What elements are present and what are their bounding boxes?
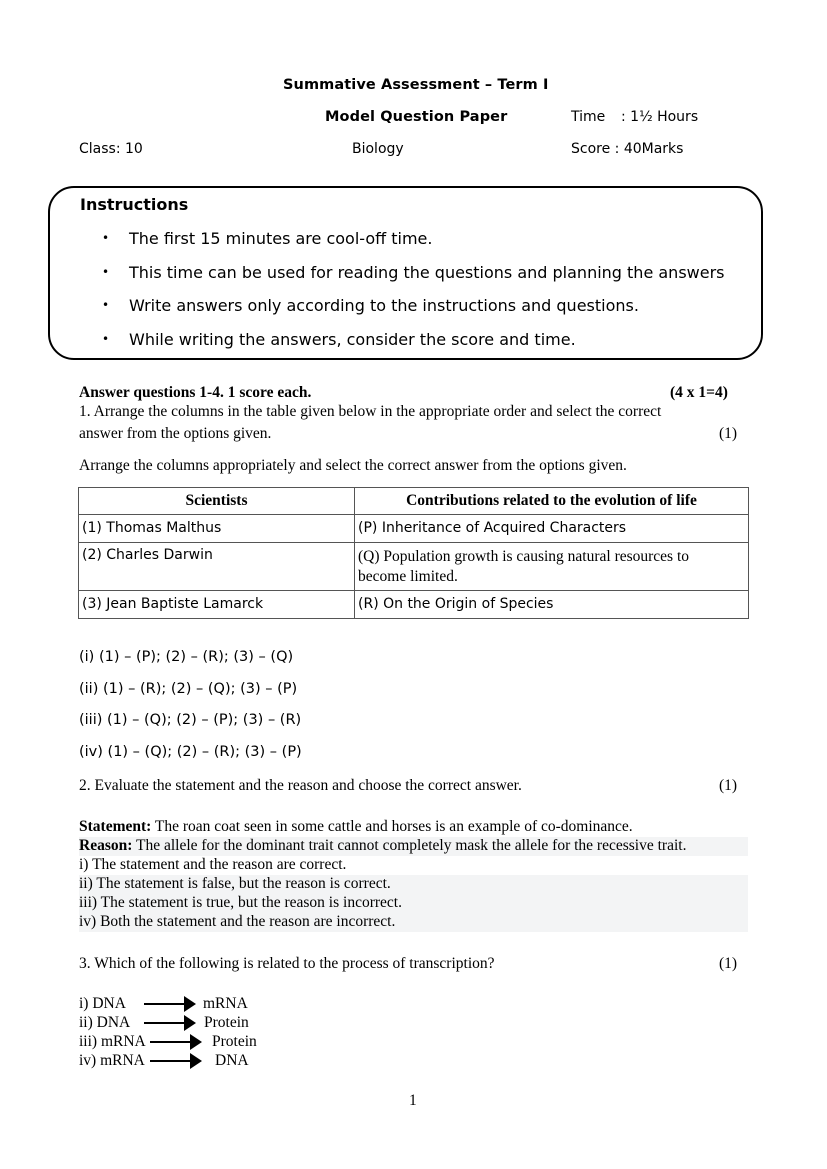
reason-line [79, 837, 686, 855]
page-number: 1 [409, 1092, 417, 1109]
right-arrow-icon [150, 1034, 202, 1050]
question-2-option: ii) The statement is false, but the reason is correct. [79, 875, 391, 892]
question-2-text: 2. Evaluate the statement and the reason and choose the correct answer. [79, 777, 522, 794]
question-1-option: (i) (1) – (P); (2) – (R); (3) – (Q) [79, 649, 294, 665]
class-label: Class: 10 [79, 141, 143, 157]
question-1-instruction: Arrange the columns appropriately and select the correct answer from the options given. [79, 457, 627, 474]
question-1-mark: (1) [719, 425, 738, 442]
question-3-text: 3. Which of the following is related to the process of transcription? [79, 955, 495, 972]
question-1-option: (iii) (1) – (Q); (2) – (P); (3) – (R) [79, 712, 302, 728]
bullet-icon: • [102, 265, 110, 279]
question-2-mark: (1) [719, 777, 738, 794]
question-3-option-source: iii) mRNA [79, 1033, 146, 1050]
instructions-title: Instructions [80, 195, 189, 214]
statement-label: Statement: [79, 818, 152, 835]
time-label: Time [571, 109, 606, 125]
time-value: : 1½ Hours [621, 109, 699, 125]
instructions-box: Instructions • The first 15 minutes are cool-off time. • This time can be used for reading the questions and planning the answers • Write answers only according to the instructions and questions. • While writing the answers, consider the score and time. [48, 186, 763, 360]
question-3-option-target: Protein [212, 1033, 257, 1050]
question-3-option-target: Protein [204, 1014, 249, 1031]
right-arrow-icon [144, 1015, 196, 1031]
question-2-option: iii) The statement is true, but the reason is incorrect. [79, 894, 402, 911]
table-header-contributions: Contributions related to the evolution of life [355, 488, 749, 515]
question-3-option-source: ii) DNA [79, 1014, 131, 1031]
bullet-icon: • [102, 231, 110, 245]
question-1-text: 1. Arrange the columns in the table given below in the appropriate order and select the correct [79, 403, 662, 420]
subject-label: Biology [352, 141, 404, 157]
paper-title: Summative Assessment – Term I [283, 77, 549, 93]
table-header-scientists: Scientists [79, 488, 355, 515]
statement-text: The roan coat seen in some cattle and horses is an example of co-dominance. [151, 818, 633, 835]
right-arrow-icon [144, 996, 196, 1012]
bullet-icon: • [102, 332, 110, 346]
question-3-option-source: i) DNA [79, 995, 126, 1012]
table-row: (1) Thomas Malthus (P) Inheritance of Acquired Characters [79, 515, 749, 543]
table-header-row [79, 488, 749, 515]
scientists-table [78, 487, 749, 619]
paper-subtitle: Model Question Paper [325, 109, 508, 125]
reason-label: Reason: [79, 837, 133, 854]
section-marks: (4 x 1=4) [670, 384, 728, 401]
table-row: (3) Jean Baptiste Lamarck (R) On the Origin of Species [79, 591, 749, 619]
question-3-option-target: DNA [215, 1052, 249, 1069]
question-3-mark: (1) [719, 955, 738, 972]
right-arrow-icon [150, 1053, 202, 1069]
question-1-option: (iv) (1) – (Q); (2) – (R); (3) – (P) [79, 744, 302, 760]
question-3-option-target: mRNA [203, 995, 248, 1012]
question-2-option: i) The statement and the reason are correct. [79, 856, 347, 873]
question-2-option: iv) Both the statement and the reason are incorrect. [79, 913, 396, 930]
question-3-option-source: iv) mRNA [79, 1052, 145, 1069]
reason-text: The allele for the dominant trait cannot completely mask the allele for the recessive trait. [132, 837, 687, 854]
score-label: Score : 40Marks [571, 141, 684, 157]
section-heading: Answer questions 1-4. 1 score each. [79, 384, 312, 401]
statement-line [79, 818, 633, 836]
table-row: (2) Charles Darwin (Q) Population growth is causing natural resources to become limited. [79, 543, 749, 591]
question-1-text-cont: answer from the options given. [79, 425, 272, 442]
question-1-option: (ii) (1) – (R); (2) – (Q); (3) – (P) [79, 681, 298, 697]
bullet-icon: • [102, 298, 110, 312]
